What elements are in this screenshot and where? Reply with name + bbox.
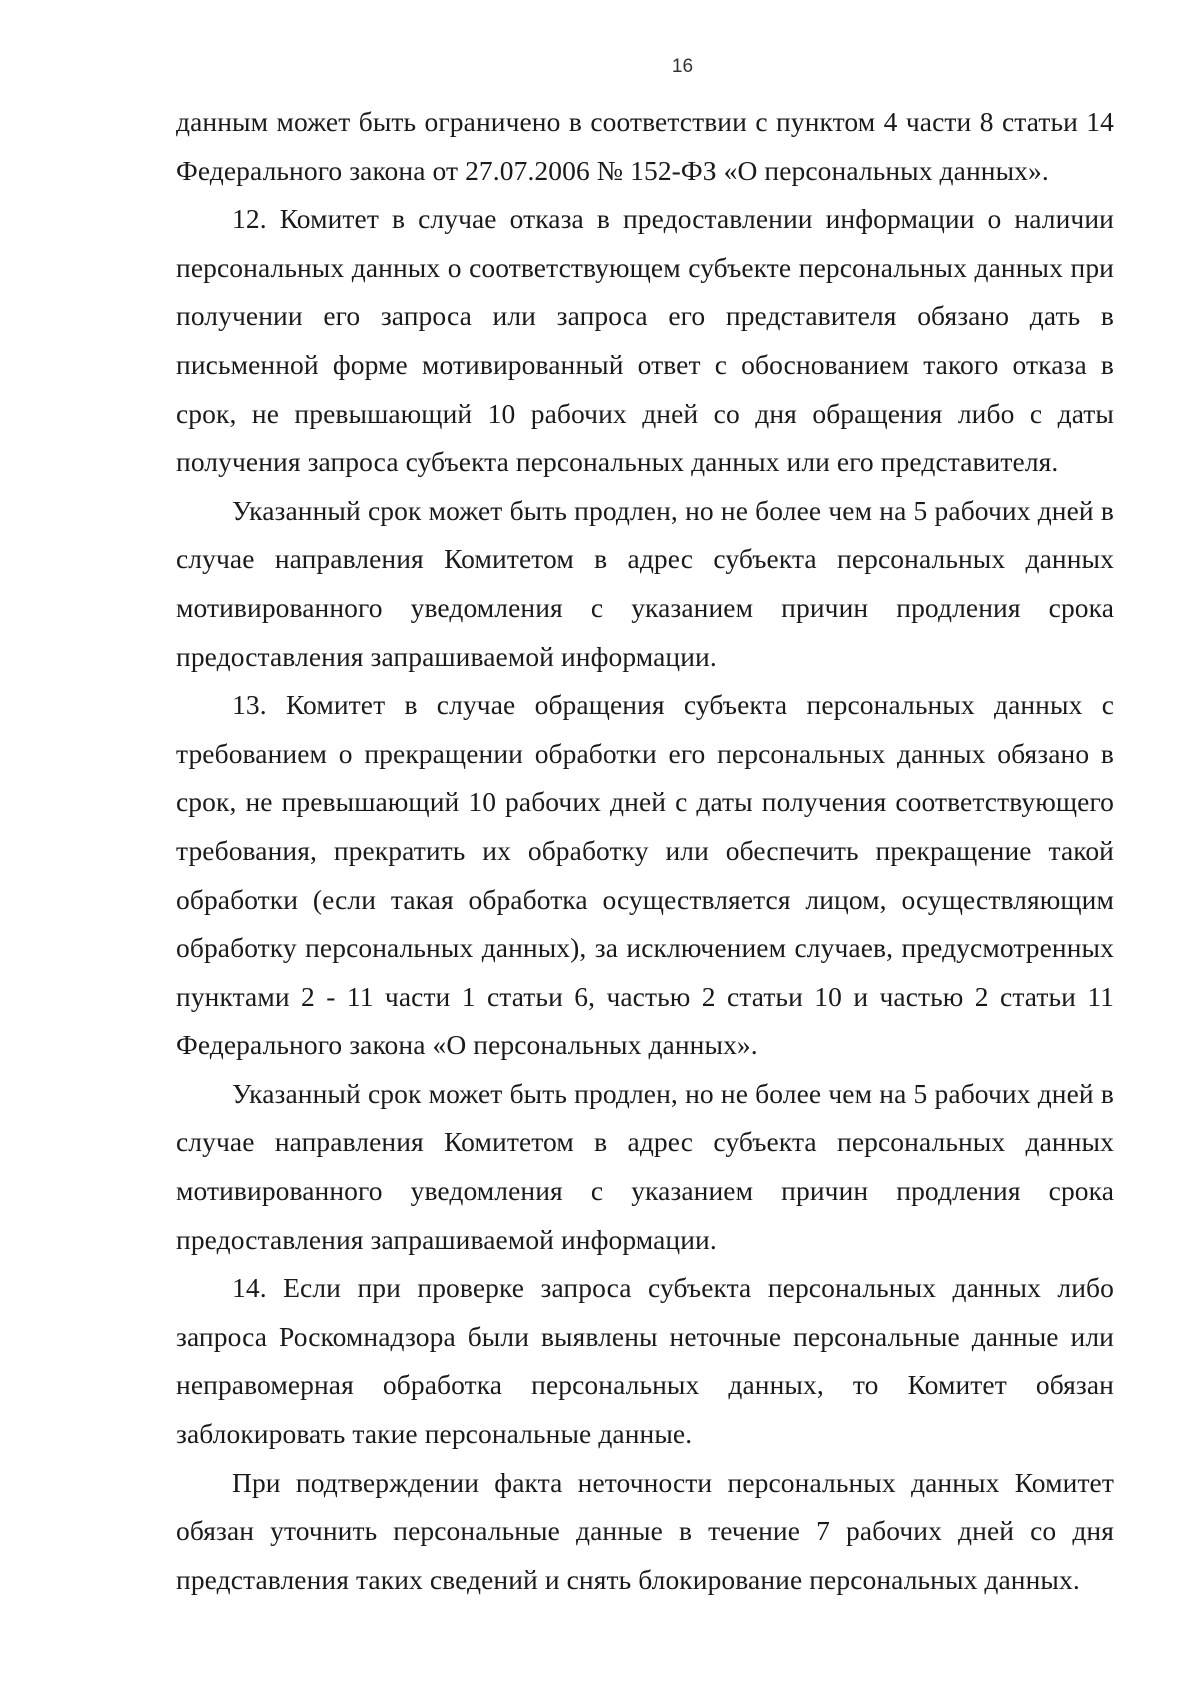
paragraph-extension-13: Указанный срок может быть продлен, но не более чем на 5 рабочих дней в случае направления Комитетом в адрес субъекта персональных данных мотивированного уведомления с указанием причин продления срока предоставления запрашиваемой информации. bbox=[176, 1077, 1114, 1255]
paragraph-item-13: 13. Комитет в случае обращения субъекта персональных данных с требованием о прекращении обработки его персональных данных обязано в срок, не превышающий 10 рабочих дней с даты получения соответствующего требования, прекратить их обработку или обеспечить прекращение такой обработки (если такая обработка осуществляется лицом, осуществляющим обработку персональных данных), за исключением случаев, предусмотренных пунктами 2 - 11 части 1 статьи 6, частью 2 статьи 10 и частью 2 статьи 11 Федерального закона «О персональных данных». bbox=[176, 689, 1114, 1061]
paragraph-confirmation: При подтверждении факта неточности персональных данных Комитет обязан уточнить персональные данные в течение 7 рабочих дней со дня представления таких сведений и снять блокирование персональных данных. bbox=[176, 1466, 1114, 1595]
paragraph-item-14: 14. Если при проверке запроса субъекта персональных данных либо запроса Роскомнадзора были выявлены неточные персональные данные или неправомерная обработка персональных данных, то Комитет обязан заблокировать такие персональные данные. bbox=[176, 1272, 1114, 1450]
page-number: 16 bbox=[671, 56, 694, 77]
paragraph-extension-12: Указанный срок может быть продлен, но не более чем на 5 рабочих дней в случае направления Комитетом в адрес субъекта персональных данных мотивированного уведомления с указанием причин продления срока предоставления запрашиваемой информации. bbox=[176, 494, 1114, 672]
paragraph-item-12: 12. Комитет в случае отказа в предоставлении информации о наличии персональных данных о соответствующем субъекте персональных данных при получении его запроса или запроса его представителя обязано дать в письменной форме мотивированный ответ с обоснованием такого отказа в срок, не превышающий 10 рабочих дней со дня обращения либо с даты получения запроса субъекта персональных данных или его представителя. bbox=[176, 203, 1114, 478]
document-body bbox=[176, 98, 1114, 1604]
paragraph-continuation: данным может быть ограничено в соответствии с пунктом 4 части 8 статьи 14 Федерального закона от 27.07.2006 № 152-ФЗ «О персональных данных». bbox=[176, 106, 1114, 186]
